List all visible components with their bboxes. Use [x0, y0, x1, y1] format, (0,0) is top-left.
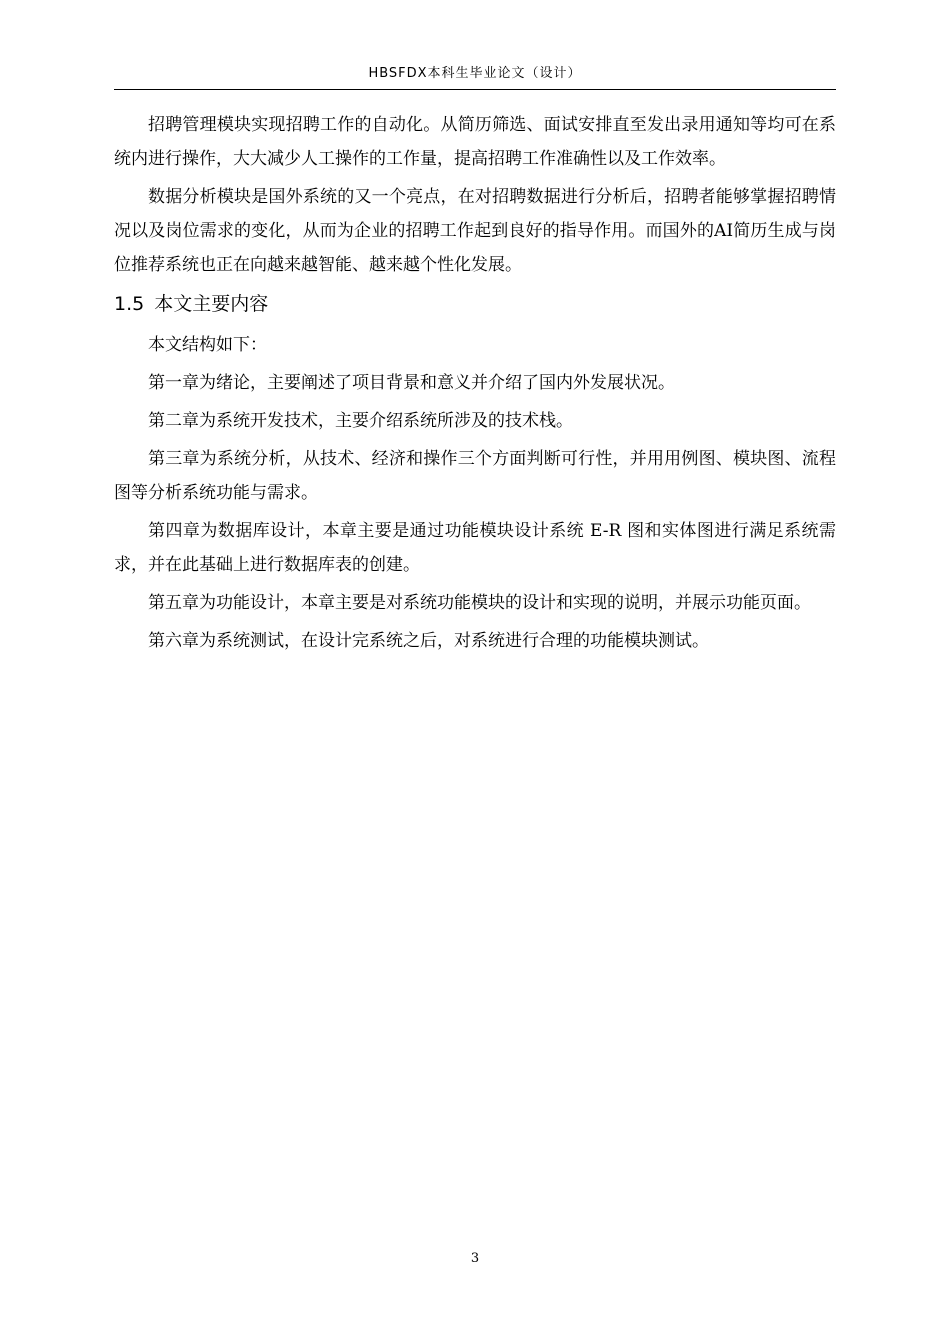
paragraph-chapter-6: 第六章为系统测试，在设计完系统之后，对系统进行合理的功能模块测试。 — [148, 631, 709, 651]
body-text — [114, 108, 836, 662]
section-title: 本文主要内容 — [154, 293, 269, 315]
paragraph-chapter-4: 第四章为数据库设计，本章主要是通过功能模块设计系统 E-R 图和实体图进行满足系统需求，并在此基础上进行数据库表的创建。 — [114, 521, 836, 575]
paragraph-recruitment-module: 招聘管理模块实现招聘工作的自动化。从简历筛选、面试安排直至发出录用通知等均可在系统内进行操作，大大减少人工操作的工作量，提高招聘工作准确性以及工作效率。 — [114, 115, 836, 169]
paragraph-structure-intro: 本文结构如下： — [148, 335, 267, 355]
header-rule — [114, 89, 836, 90]
section-number: 1.5 — [114, 293, 145, 315]
running-header: HBSFDX本科生毕业论文（设计） — [368, 66, 582, 81]
paragraph-chapter-5: 第五章为功能设计，本章主要是对系统功能模块的设计和实现的说明，并展示功能页面。 — [148, 593, 811, 613]
paragraph-chapter-1: 第一章为绪论，主要阐述了项目背景和意义并介绍了国内外发展状况。 — [148, 373, 675, 393]
paragraph-data-analysis-module: 数据分析模块是国外系统的又一个亮点，在对招聘数据进行分析后，招聘者能够掌握招聘情况以及岗位需求的变化，从而为企业的招聘工作起到良好的指导作用。而国外的AI简历生成与岗位推荐系统也正在向越来越智能、越来越个性化发展。 — [114, 187, 836, 275]
paragraph-chapter-3: 第三章为系统分析，从技术、经济和操作三个方面判断可行性，并用用例图、模块图、流程图等分析系统功能与需求。 — [114, 449, 836, 503]
section-heading — [114, 286, 836, 322]
page-number: 3 — [470, 1251, 480, 1266]
paragraph-chapter-2: 第二章为系统开发技术，主要介绍系统所涉及的技术栈。 — [148, 411, 573, 431]
